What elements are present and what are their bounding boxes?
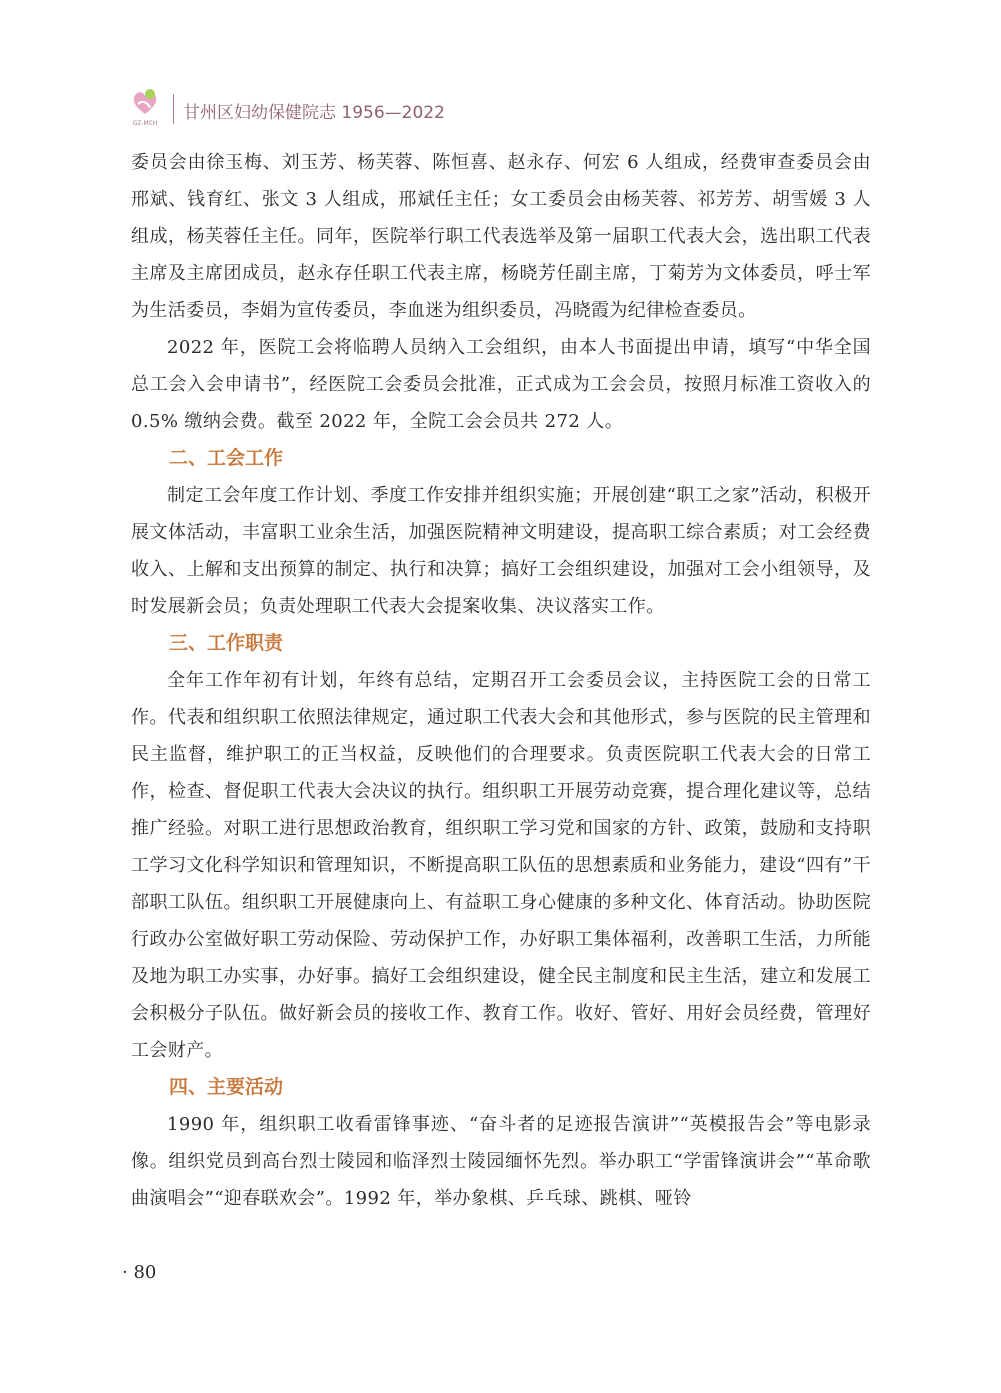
paragraph: 全年工作年初有计划，年终有总结，定期召开工会委员会议，主持医院工会的日常工作。代表和组织职工依照法律规定，通过职工代表大会和其他形式，参与医院的民主管理和民主监督，维护职工的正当权益，反映他们的合理要求。负责医院职工代表大会的日常工作，检查、督促职工代表大会决议的执行。组织职工开展劳动竞赛，提合理化建议等，总结推广经验。对职工进行思想政治教育，组织职工学习党和国家的方针、政策，鼓励和支持职工学习文化科学知识和管理知识，不断提高职工队伍的思想素质和业务能力，建设“四有”干部职工队伍。组织职工开展健康向上、有益职工身心健康的多种文化、体育活动。协助医院行政办公室做好职工劳动保险、劳动保护工作，办好职工集体福利，改善职工生活，力所能及地为职工办实事，办好事。搞好工会组织建设，健全民主制度和民主生活，建立和发展工会积极分子队伍。做好新会员的接收工作、教育工作。收好、管好、用好会员经费，管理好工会财产。 bbox=[131, 670, 871, 1061]
page-number: · 80 bbox=[122, 1262, 157, 1283]
paragraph: 2022 年，医院工会将临聘人员纳入工会组织，由本人书面提出申请，填写“中华全国总工会入会申请书”，经医院工会委员会批准，正式成为工会会员，按照月标准工资收入的 0.5% 缴纳会费。截至 2022 年，全院工会会员共 272 人。 bbox=[131, 337, 871, 432]
paragraph: 1990 年，组织职工收看雷锋事迹、“奋斗者的足迹报告演讲”“英模报告会”等电影录像。组织党员到高台烈士陵园和临泽烈士陵园缅怀先烈。举办职工“学雷锋演讲会”“革命歌曲演唱会”“迎春联欢会”。1992 年，举办象棋、乒乓球、跳棋、哑铃 bbox=[131, 1114, 871, 1209]
section-heading: 二、工会工作 bbox=[169, 447, 284, 469]
page-content bbox=[131, 144, 871, 1217]
logo-text: GZ-MCH bbox=[132, 120, 158, 127]
header-title: 甘州区妇幼保健院志 1956—2022 bbox=[183, 103, 445, 123]
paragraph: 委员会由徐玉梅、刘玉芳、杨芙蓉、陈恒喜、赵永存、何宏 6 人组成，经费审查委员会由邢斌、钱育红、张文 3 人组成，邢斌任主任；女工委员会由杨芙蓉、祁芳芳、胡雪媛 3 人组成，杨芙蓉任主任。同年，医院举行职工代表选举及第一届职工代表大会，选出职工代表主席及主席团成员，赵永存任职工代表主席，杨晓芳任副主席，丁菊芳为文体委员，呼士军为生活委员，李娟为宣传委员，李血迷为组织委员，冯晓霞为纪律检查委员。 bbox=[131, 152, 871, 321]
section-heading: 三、工作职责 bbox=[169, 632, 284, 654]
section-heading: 四、主要活动 bbox=[169, 1076, 284, 1098]
hospital-logo-icon bbox=[128, 84, 162, 128]
paragraph: 制定工会年度工作计划、季度工作安排并组织实施；开展创建“职工之家”活动，积极开展文体活动，丰富职工业余生活，加强医院精神文明建设，提高职工综合素质；对工会经费收入、上解和支出预算的制定、执行和决算；搞好工会组织建设，加强对工会小组领导，及时发展新会员；负责处理职工代表大会提案收集、决议落实工作。 bbox=[131, 485, 871, 617]
header-divider bbox=[173, 94, 174, 124]
